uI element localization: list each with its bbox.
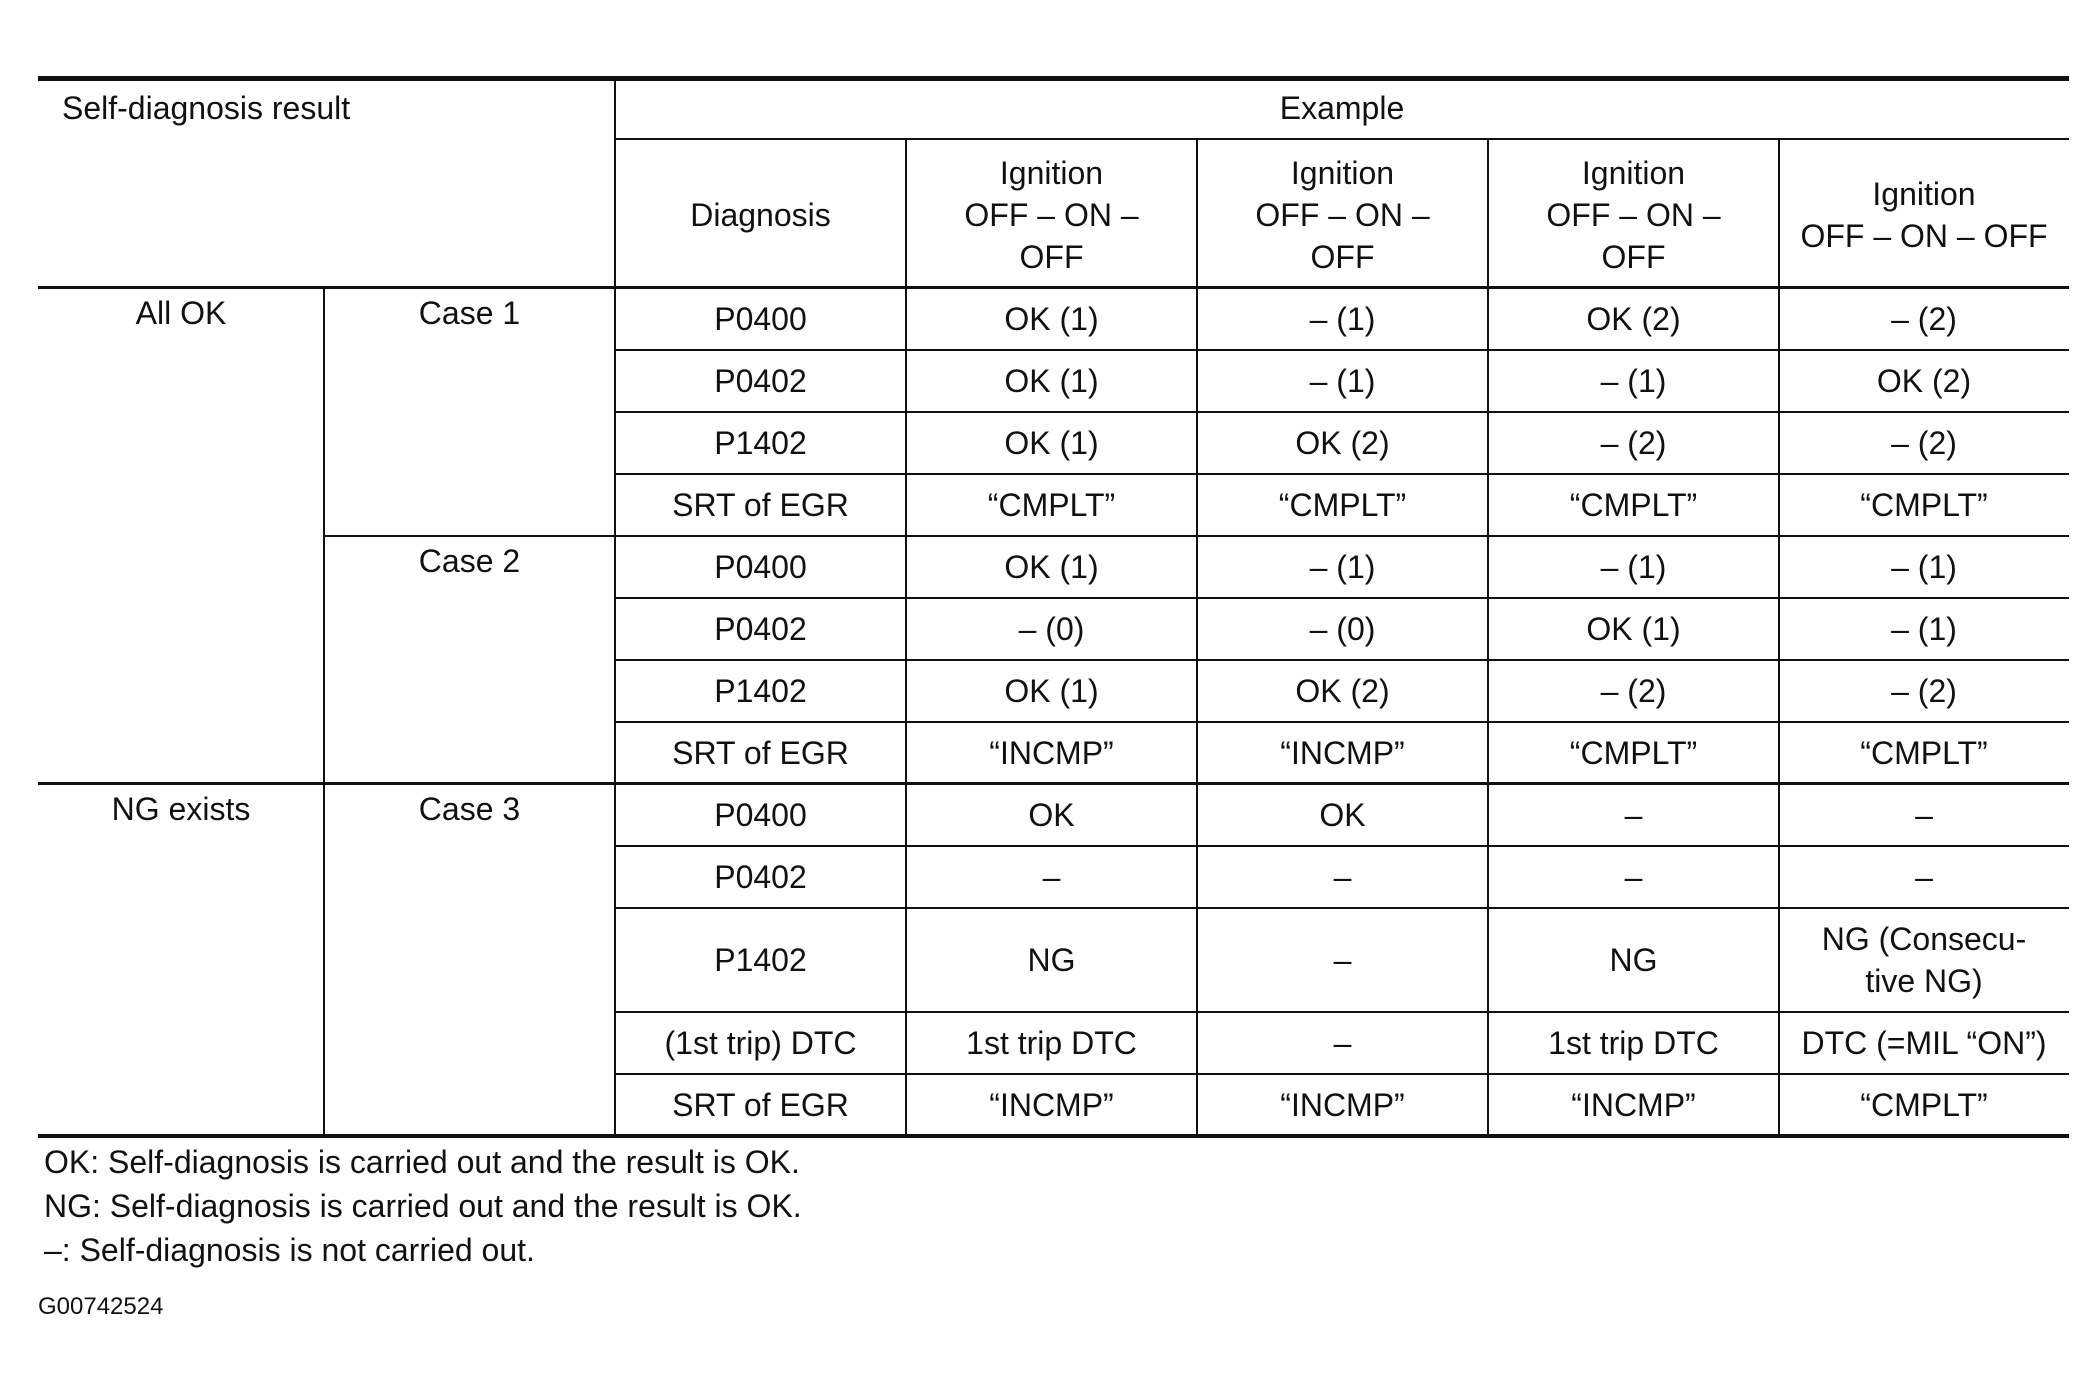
result-cell: – (2) bbox=[1891, 301, 1957, 337]
row-divider bbox=[615, 1011, 2069, 1013]
row-divider bbox=[615, 721, 2069, 723]
result-cell: – (1) bbox=[1309, 301, 1376, 337]
result-cell: – bbox=[1333, 942, 1352, 978]
row-divider bbox=[615, 349, 2069, 351]
result-cell: – (1) bbox=[1891, 549, 1957, 585]
diagnosis-header: Diagnosis bbox=[690, 197, 831, 233]
result-cell: “INCMP” bbox=[989, 1087, 1114, 1123]
header-bottom-rule bbox=[38, 286, 2069, 289]
result-cell: “INCMP” bbox=[1280, 1087, 1405, 1123]
result-cell: “CMPLT” bbox=[1860, 735, 1988, 771]
diagnosis-cell: P1402 bbox=[714, 942, 807, 978]
result-cell: – (1) bbox=[1891, 611, 1957, 647]
result-cell: OK (2) bbox=[1876, 363, 1972, 399]
result-cell: “CMPLT” bbox=[1860, 1087, 1988, 1123]
legend-note-dash: –: Self-diagnosis is not carried out. bbox=[44, 1232, 535, 1268]
result-cell: OK (1) bbox=[1004, 673, 1099, 709]
result-cell: – bbox=[1915, 797, 1933, 833]
result-cell: OK (1) bbox=[1004, 363, 1099, 399]
result-cell: NG (Consecu- tive NG) bbox=[1821, 921, 2027, 999]
result-cell: – (1) bbox=[1309, 549, 1376, 585]
result-cell: – bbox=[1624, 859, 1643, 895]
column-divider bbox=[905, 139, 907, 1137]
trip-column-header-2: Ignition OFF – ON – OFF bbox=[1255, 155, 1430, 275]
result-cell: – bbox=[1333, 859, 1352, 895]
row-divider bbox=[615, 1073, 2069, 1075]
diagnosis-cell: P1402 bbox=[714, 425, 807, 461]
diagnosis-cell: P0400 bbox=[714, 301, 807, 337]
result-cell: “CMPLT” bbox=[987, 487, 1116, 523]
result-cell: – bbox=[1915, 859, 1933, 895]
result-cell: “CMPLT” bbox=[1569, 735, 1698, 771]
result-cell: – (2) bbox=[1600, 673, 1667, 709]
result-cell: – (2) bbox=[1891, 425, 1957, 461]
result-cell: OK bbox=[1028, 797, 1075, 833]
column-divider bbox=[1487, 139, 1489, 1137]
result-cell: – (1) bbox=[1600, 549, 1667, 585]
diagnosis-cell: P0400 bbox=[714, 797, 807, 833]
result-cell: “CMPLT” bbox=[1278, 487, 1407, 523]
result-cell: DTC (=MIL “ON”) bbox=[1801, 1025, 2047, 1061]
result-cell: “INCMP” bbox=[1280, 735, 1405, 771]
result-cell: – (1) bbox=[1309, 363, 1376, 399]
result-cell: – (1) bbox=[1600, 363, 1667, 399]
result-cell: “CMPLT” bbox=[1860, 487, 1988, 523]
row-divider bbox=[615, 907, 2069, 909]
result-cell: – bbox=[1042, 859, 1061, 895]
column-divider bbox=[323, 287, 325, 1137]
diagnosis-cell: P0402 bbox=[714, 363, 807, 399]
diagnosis-cell: P1402 bbox=[714, 673, 807, 709]
result-cell: – (0) bbox=[1018, 611, 1085, 647]
example-header: Example bbox=[1279, 90, 1405, 126]
diagnosis-cell: SRT of EGR bbox=[672, 487, 849, 523]
diagnosis-cell: SRT of EGR bbox=[672, 735, 849, 771]
case-label-1: Case 1 bbox=[418, 295, 521, 331]
table-bottom-rule bbox=[38, 1134, 2069, 1138]
example-divider bbox=[615, 138, 2069, 140]
result-cell: 1st trip DTC bbox=[1548, 1025, 1719, 1061]
row-divider bbox=[615, 659, 2069, 661]
case-label-2: Case 2 bbox=[418, 543, 521, 579]
group-label-ng-exists: NG exists bbox=[111, 791, 251, 827]
result-cell: OK (1) bbox=[1004, 549, 1099, 585]
table-top-rule bbox=[38, 76, 2069, 81]
result-cell: – (2) bbox=[1891, 673, 1957, 709]
result-cell: OK (1) bbox=[1004, 425, 1099, 461]
diagnosis-cell: P0402 bbox=[714, 859, 807, 895]
row-divider bbox=[615, 473, 2069, 475]
result-cell: – (0) bbox=[1309, 611, 1376, 647]
legend-note-ok: OK: Self-diagnosis is carried out and the result is OK. bbox=[44, 1144, 800, 1180]
result-cell: OK (2) bbox=[1295, 425, 1390, 461]
group-label-all-ok: All OK bbox=[135, 295, 227, 331]
trip-column-header-4: Ignition OFF – ON – OFF bbox=[1800, 176, 2048, 254]
case-label-3: Case 3 bbox=[418, 791, 521, 827]
column-divider bbox=[1196, 139, 1198, 1137]
trip-column-header-3: Ignition OFF – ON – OFF bbox=[1546, 155, 1721, 275]
result-cell: – bbox=[1624, 797, 1643, 833]
row-divider bbox=[615, 845, 2069, 847]
diagnosis-cell: P0400 bbox=[714, 549, 807, 585]
result-cell: – bbox=[1333, 1025, 1352, 1061]
legend-note-ng: NG: Self-diagnosis is carried out and the result is OK. bbox=[44, 1188, 802, 1224]
diagnosis-cell: SRT of EGR bbox=[672, 1087, 849, 1123]
result-cell: OK (1) bbox=[1586, 611, 1681, 647]
result-cell: “INCMP” bbox=[1571, 1087, 1696, 1123]
result-cell: NG bbox=[1609, 942, 1658, 978]
row-divider bbox=[615, 411, 2069, 413]
result-cell: OK (2) bbox=[1586, 301, 1681, 337]
result-cell: – (2) bbox=[1600, 425, 1667, 461]
result-cell: OK bbox=[1319, 797, 1366, 833]
result-cell: “INCMP” bbox=[989, 735, 1114, 771]
diagnosis-cell: (1st trip) DTC bbox=[664, 1025, 857, 1061]
group-divider bbox=[38, 782, 2069, 785]
trip-column-header-1: Ignition OFF – ON – OFF bbox=[964, 155, 1139, 275]
row-divider bbox=[615, 597, 2069, 599]
figure-code: G00742524 bbox=[38, 1293, 164, 1320]
diagnosis-cell: P0402 bbox=[714, 611, 807, 647]
result-cell: OK (2) bbox=[1295, 673, 1390, 709]
column-divider bbox=[614, 78, 616, 1137]
self-diagnosis-result-header: Self-diagnosis result bbox=[62, 90, 351, 126]
result-cell: OK (1) bbox=[1004, 301, 1099, 337]
result-cell: “CMPLT” bbox=[1569, 487, 1698, 523]
result-cell: NG bbox=[1027, 942, 1076, 978]
column-divider bbox=[1778, 139, 1780, 1137]
result-cell: 1st trip DTC bbox=[966, 1025, 1137, 1061]
